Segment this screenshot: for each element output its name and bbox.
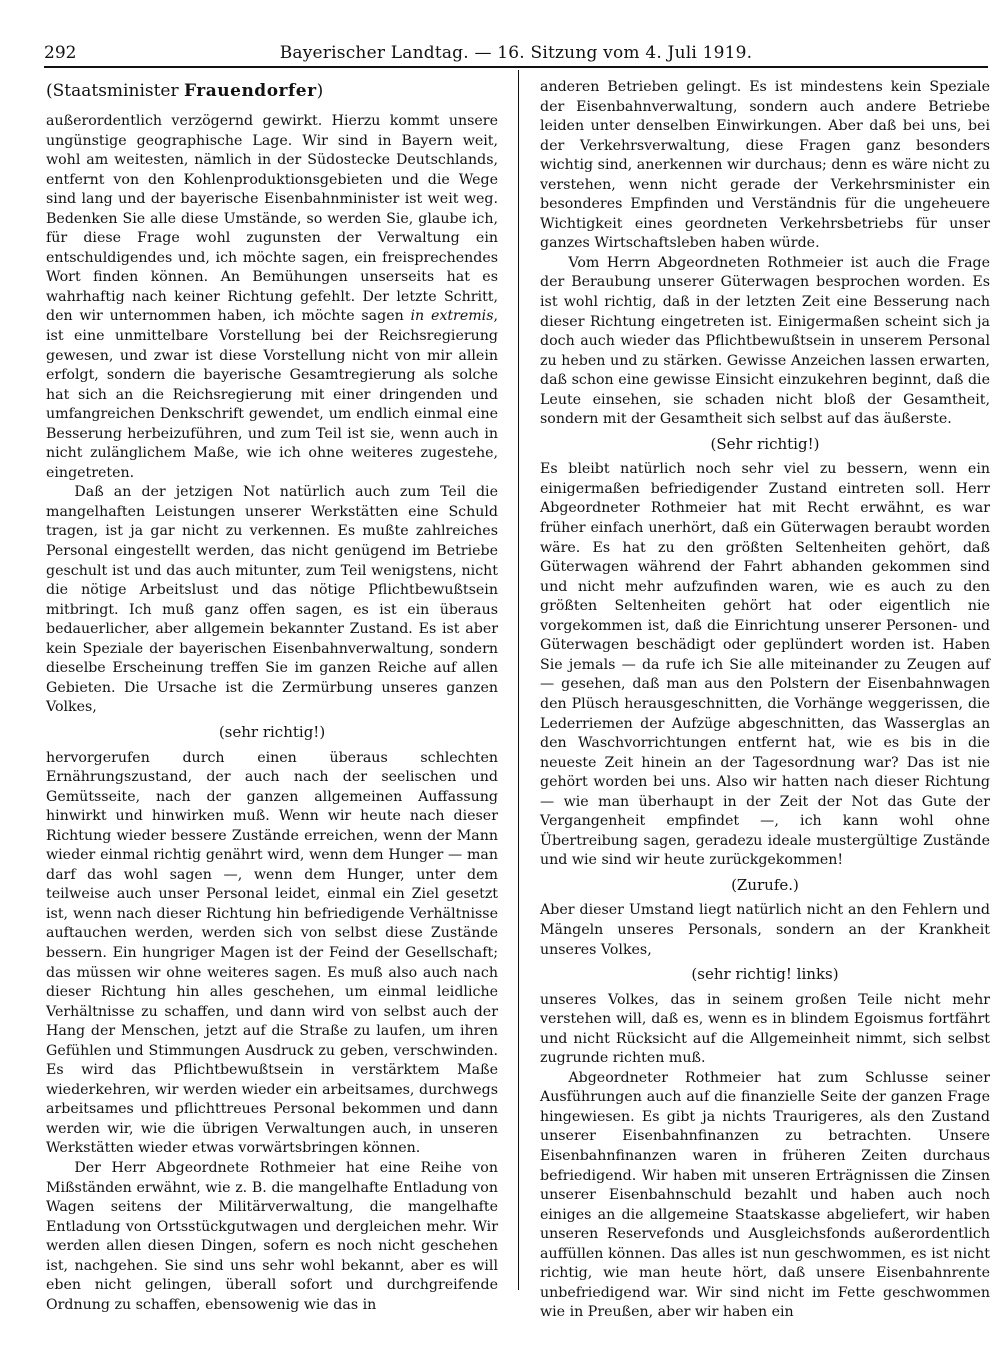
paragraph: hervorgerufen durch einen überaus schlechten Ernährungszustand, der auch nach der seelischen und Gemütsseite, nach der ganzen allgemeinen Auffassung hinwirkt und hinwirken muß. Wenn wir heute nach dieser Richtung wieder bessere Zustände erreichen, wenn der Mann wieder einmal richtig genährt wird, wenn dem Hunger — man darf das wohl sagen —, wenn dem Hunger, unter dem teilweise auch unser Personal leidet, einmal ein Ziel gesetzt ist, wenn nach dieser Richtung hin befriedigende Verhältnisse auftauchen werden, werden sich von selbst diese Zustände bessern. Ein hungriger Magen ist der Feind der Gesellschaft; das müssen wir ohne weiteres sagen. Es muß also auch nach dieser Richtung hin alles geschehen, um einmal leidliche Verhältnisse zu schaffen, und dann wird von selbst auch der Hang der Menschen, jetzt auf die Straße zu laufen, um ihren Gefühlen und Stimmungen Ausdruck zu geben, verschwinden. Es wird das Pflichtbewußtsein in verstärktem Maße wiederkehren, wir werden wieder ein arbeitsames, durchwegs arbeitsames und pflichttreues Personal bekommen und dann werden wir, wie die übrigen Verwaltungen auch, in unseren Werkstätten wieder etwas vorwärtsbringen können.: [46, 749, 498, 1157]
right-column: [540, 78, 990, 1323]
page-header: [44, 40, 988, 68]
running-title: Bayerischer Landtag. — 16. Sitzung vom 4. Juli 1919.: [279, 43, 753, 63]
speaker-name: Frauendorfer: [184, 81, 317, 101]
latin-phrase: in extremis: [410, 308, 494, 325]
interjection: (sehr richtig!): [218, 722, 326, 741]
paragraph: Es bleibt natürlich noch sehr viel zu bessern, wenn ein einigermaßen befriedigender Zustand eintreten soll. Herr Abgeordneter Rothmeier hat mit Recht erwähnt, es war früher einfach unerhört, daß ein Güterwagen beraubt worden wäre. Es hat zu den größten Seltenheiten gehört, daß Güterwagen während der Fahrt abhanden gekommen sind und nicht mehr aufzufinden waren, wie es auch zu den größten Seltenheiten gehört hat oder eigentlich nie vorgekommen ist, daß die Einrichtung unserer Personen- und Güterwagen beschädigt oder geplündert worden ist. Haben Sie jemals — da rufe ich Sie alle miteinander zu Zeugen auf — gesehen, daß man aus den Polstern der Eisenbahnwagen den Plüsch herausgeschnitten, die Vorhänge weggerissen, die Lederriemen der Aufzüge abgeschnitten, das Wasserglas an den Waschvorrichtungen entfernt hat, wie es bis in die neueste Zeit hinein an der Tagesordnung war? Das ist nie gehört worden bei uns. Also wir hatten nach dieser Richtung — wie man überhaupt in der Zeit der Not das Gute der Vergangenheit empfindet —, ich kann wohl ohne Übertreibung sagen, geradezu ideale mustergültige Zustände und wie sind wir heute zurückgekommen!: [540, 461, 990, 869]
paragraph: Vom Herrn Abgeordneten Rothmeier ist auch die Frage der Beraubung unserer Güterwagen besprochen worden. Es ist wohl richtig, daß in der letzten Zeit eine Besserung nach dieser Richtung eingetreten ist. Einigermaßen scheint sich ja doch auch wieder das Pflichtbewußtsein in unserem Personal zu heben und zu stärken. Gewisse Anzeichen lassen erwarten, daß schon eine gewisse Einsicht einzukehren beginnt, daß die Leute einsehen, sie schaden nicht bloß der Gesamtheit, sondern mit der Gesamtheit sich selbst auf das äußerste.: [540, 254, 990, 428]
paragraph: Daß an der jetzigen Not natürlich auch zum Teil die mangelhaften Leistungen unserer Werkstätten eine Schuld tragen, ist ja gar nicht zu verkennen. Es mußte zahlreiches Personal eingestellt werden, das nicht genügend im Betriebe geschult ist und das auch mitunter, zum Teil wenigstens, nicht die nötige Arbeitslust und das nötige Pflichtbewußtsein mitbringt. Ich muß ganz offen sagen, es ist ein überaus bedauerlicher, aber allgemein bekannter Zustand. Es ist aber kein Speziale der bayerischen Eisenbahnverwaltung, sondern dieselbe Erscheinung treffen Sie im ganzen Reiche auf allen Gebieten. Die Ursache ist die Zermürbung unseres ganzen Volkes,: [46, 484, 498, 716]
left-column: [46, 78, 498, 1315]
paragraph-text: , ist eine unmittelbare Vorstellung bei der Reichsregierung gewesen, und zwar ist diese Vorstellung nicht von mir allein erfolgt, sondern die bayerische Gesamtregierung als solche hat sich an die Reichsregierung mit einer dringenden und umfangreichen Denkschrift gewendet, um endlich einmal eine Besserung herbeizuführen, und zum Teil ist sie, wenn auch in nicht zulänglichem Maße, wie ich ohne weiteres zugestehe, eingetreten.: [46, 308, 499, 481]
interjection: (sehr richtig! links): [691, 965, 839, 984]
column-divider: [518, 70, 519, 1290]
paragraph: anderen Betrieben gelingt. Es ist mindestens kein Speziale der Eisenbahnverwaltung, sondern auch andere Betriebe leiden unter denselben Einwirkungen. Aber daß bei uns, bei der Verkehrsverwaltung, diese Fragen ganz besonders wichtig sind, anerkennen wir durchaus; denn es wäre nicht zu verstehen, wenn nicht gerade der Verkehrsminister ein besonderes Empfinden und Verständnis für die ungeheuere Wichtigkeit eines geordneten Verkehrsbetriebs für unser ganzes Wirtschaftsleben haben würde.: [540, 79, 990, 252]
interjection: (Sehr richtig!): [710, 434, 820, 453]
paragraph: Abgeordneter Rothmeier hat zum Schlusse seiner Ausführungen auch auf die finanzielle Seite der ganzen Frage hingewiesen. Es gibt ja nichts Traurigeres, als den Zustand unserer Eisenbahnfinanzen zu betrachten. Unsere Eisenbahnfinanzen waren in früheren Zeiten durchaus befriedigend. Wir haben mit unseren Erträgnissen die Zinsen unserer Eisenbahnschuld bezahlt und haben auch noch einiges an die allgemeine Staatskasse abgeliefert, wir haben unseren Reservefonds und Ausgleichsfonds außerordentlich auffüllen können. Das alles ist nun geschwommen, es ist nicht richtig, wie man heute hört, daß unsere Eisenbahnrente unbefriedigend war. Wir sind nicht im Fette geschwommen wie in Preußen, aber wir haben ein: [540, 1069, 990, 1321]
paragraph-text: außerordentlich verzögernd gewirkt. Hierzu kommt unsere ungünstige geographische Lage. Wir sind in Bayern weit, wohl am weitesten, nämlich in der Südostecke Deutschlands, entfernt von den Kohlenproduktionsgebieten und die Wege sind lang und der bayerische Eisenbahnminister ist weit weg. Bedenken Sie alle diese Umstände, so werden Sie, glaube ich, für diese Frage wohl zugunsten der Verwaltung ein entschuldigendes und, ich möchte sagen, ein freisprechendes Wort finden können. An Bemühungen unserseits hat es wahrhaftig nach keiner Richtung gefehlt. Der letzte Schritt, den wir unternommen haben, ich möchte sagen: [46, 113, 498, 325]
header-rule: [44, 66, 988, 68]
paragraph: Der Herr Abgeordnete Rothmeier hat eine Reihe von Mißständen erwähnt, wie z. B. die mangelhafte Entladung von Wagen seitens der Militärverwaltung, die mangelhafte Entladung von Ortsstückgutwagen und dergleichen mehr. Wir werden allen diesen Dingen, sofern es noch nicht geschehen ist, nachgehen. Sie sind uns sehr wohl bekannt, aber es will eben nicht gelingen, überall sofort und durchgreifende Ordnung zu schaffen, ebensowenig wie das in: [46, 1159, 498, 1313]
speaker-label: [46, 78, 498, 104]
paragraph: unseres Volkes, das in seinem großen Teile nicht mehr verstehen will, daß es, wenn es in blindem Egoismus fortfährt und nicht Rücksicht auf die Allgemeinheit nimmt, sich selbst zugrunde richten muß.: [540, 991, 990, 1067]
paragraph: [46, 112, 498, 483]
paragraph: Aber dieser Umstand liegt natürlich nicht an den Fehlern und Mängeln unseres Personals, sondern an der Krankheit unseres Volkes,: [540, 902, 990, 958]
interjection: (Zurufe.): [731, 875, 799, 894]
speaker-suffix: ): [316, 81, 324, 101]
page-number: 292: [44, 43, 77, 63]
speaker-prefix: (Staatsminister: [46, 81, 185, 101]
